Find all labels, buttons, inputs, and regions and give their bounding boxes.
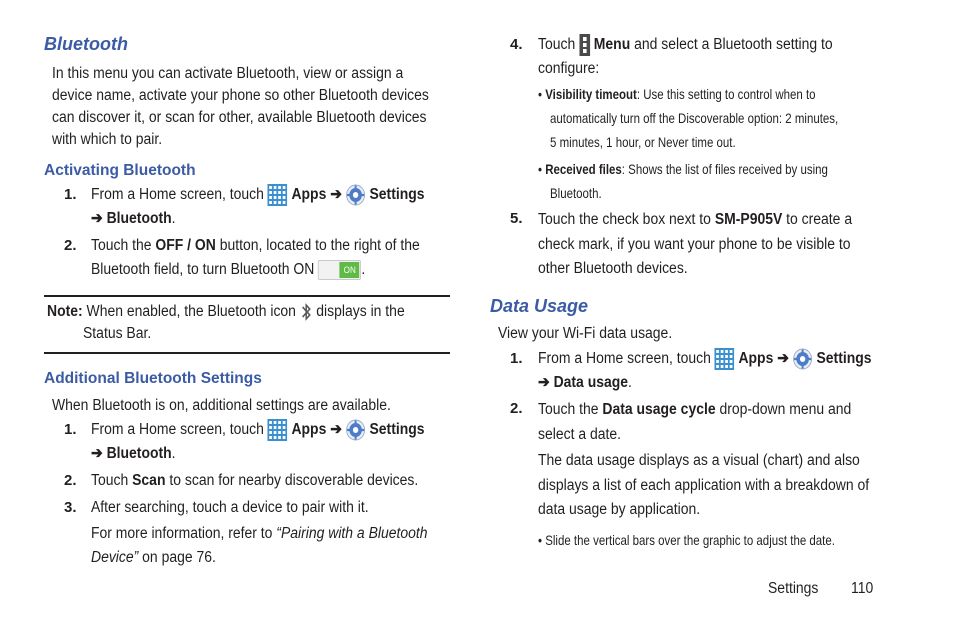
- step-5: [538, 208, 887, 282]
- bullet-text: 5 minutes, 1 hour, or Never time out.: [550, 134, 736, 150]
- intro-line: with which to pair.: [52, 131, 163, 148]
- step-4: [538, 34, 865, 80]
- bluetooth-intro: [52, 63, 471, 151]
- step-number: 5.: [510, 210, 523, 227]
- apps-label: Apps: [291, 421, 327, 439]
- step-text: Touch: [538, 36, 576, 54]
- note-top-rule: [44, 295, 450, 297]
- step-text: to create a: [786, 211, 853, 228]
- subheading-activating-bluetooth: Activating Bluetooth: [44, 162, 196, 179]
- step-number: 2.: [64, 237, 77, 254]
- bullet-title: Received files: [545, 161, 622, 177]
- more-info: [91, 523, 465, 569]
- settings-gear-icon: [793, 348, 813, 370]
- note-text: displays in the: [316, 303, 405, 320]
- step-number: 1.: [64, 186, 77, 203]
- additional-step-1: [91, 419, 462, 465]
- device-name: SM-P905V: [714, 211, 783, 228]
- step-text: After searching, touch a device to pair with it.: [91, 499, 369, 516]
- settings-label: Settings: [369, 186, 425, 204]
- step-text: other Bluetooth devices.: [538, 260, 688, 277]
- arrow: ➔: [777, 350, 789, 368]
- step-text: button, located to the right of the: [219, 237, 420, 254]
- settings-gear-icon: [346, 419, 366, 441]
- intro-line: In this menu you can activate Bluetooth, view or assign a: [52, 65, 404, 82]
- section-heading-bluetooth: Bluetooth: [44, 34, 128, 54]
- apps-icon: [715, 348, 735, 370]
- bullet-text: : Shows the list of files received by using: [621, 161, 828, 177]
- footer-section: Settings: [768, 580, 819, 597]
- step-text: Bluetooth field, to turn Bluetooth ON: [91, 261, 315, 278]
- page-number: 110: [851, 580, 874, 597]
- step-number: 1.: [510, 350, 523, 367]
- period: .: [628, 374, 632, 392]
- intro-line: device name, activate your phone so other Bluetooth devices: [52, 87, 429, 104]
- data-step-2: [538, 398, 886, 447]
- step-number: 2.: [510, 400, 523, 417]
- step-number: 2.: [64, 472, 77, 489]
- bullet-dot: •: [538, 161, 543, 177]
- data-step-1: [538, 348, 909, 394]
- bullet-text: : Use this setting to control when to: [636, 86, 816, 102]
- data-paragraph: [538, 449, 906, 523]
- apps-icon: [268, 419, 288, 441]
- note-bottom-rule: [44, 352, 450, 354]
- arrow: ➔: [330, 421, 342, 439]
- step-number: 4.: [510, 36, 523, 53]
- step-text: and select a Bluetooth setting to: [634, 36, 833, 54]
- note: [47, 301, 444, 345]
- step-text: drop-down menu and: [719, 401, 852, 418]
- more-info-text: For more information, refer to: [91, 525, 273, 542]
- additional-step-2: [91, 470, 455, 492]
- step-text: From a Home screen, touch: [538, 350, 711, 368]
- settings-label: Settings: [816, 350, 872, 368]
- step-text: configure:: [538, 60, 600, 78]
- bluetooth-target: Bluetooth: [106, 210, 172, 228]
- apps-icon: [268, 184, 288, 206]
- activating-step-2: [91, 235, 456, 281]
- paragraph-line: The data usage displays as a visual (chart) and also: [538, 452, 860, 469]
- menu-icon: [579, 34, 590, 56]
- bluetooth-target: Bluetooth: [106, 445, 172, 463]
- intro-line: can discover it, or scan for other, available Bluetooth devices: [52, 109, 427, 126]
- apps-label: Apps: [738, 350, 774, 368]
- scan-label: Scan: [132, 472, 166, 489]
- off-on-label: OFF / ON: [155, 237, 216, 254]
- apps-label: Apps: [291, 186, 327, 204]
- arrow: ➔: [330, 186, 342, 204]
- data-usage-cycle-label: Data usage cycle: [602, 401, 716, 418]
- bullet-received-files: [538, 157, 892, 205]
- period: .: [171, 210, 176, 228]
- subheading-additional-settings: Additional Bluetooth Settings: [44, 370, 262, 387]
- note-label: Note:: [47, 303, 83, 320]
- additional-intro: When Bluetooth is on, additional settings are available.: [52, 397, 391, 414]
- step-text: Touch the: [91, 237, 152, 254]
- paragraph-line: data usage by application.: [538, 501, 701, 518]
- more-info-text: on page 76.: [142, 549, 216, 566]
- step-text: check mark, if you want your phone to be visible to: [538, 235, 851, 253]
- period: .: [171, 445, 176, 463]
- step-text: Touch the check box next to: [538, 211, 711, 228]
- on-toggle-icon: [318, 260, 361, 280]
- step-text: From a Home screen, touch: [91, 421, 264, 439]
- period: .: [361, 261, 366, 278]
- cross-reference-link[interactable]: “Pairing with a Bluetooth: [276, 525, 428, 542]
- step-number: 3.: [64, 499, 77, 516]
- paragraph-line: displays a list of each application with a breakdown of: [538, 476, 870, 494]
- step-number: 1.: [64, 421, 77, 438]
- settings-gear-icon: [346, 184, 366, 206]
- arrow: ➔: [91, 445, 103, 463]
- bluetooth-icon: [300, 302, 313, 322]
- toggle-label: ON: [340, 262, 360, 278]
- bullet-text: automatically turn off the Discoverable option: 2 minutes,: [550, 110, 839, 126]
- bullet-visibility-timeout: [538, 82, 901, 154]
- bullet-text: Bluetooth.: [550, 185, 602, 201]
- step-text: Touch: [91, 472, 129, 489]
- data-usage-target: Data usage: [553, 374, 629, 392]
- step-text: From a Home screen, touch: [91, 186, 264, 204]
- arrow: ➔: [91, 210, 103, 228]
- bullet-dot: •: [538, 532, 543, 548]
- arrow: ➔: [538, 374, 550, 392]
- settings-label: Settings: [369, 421, 425, 439]
- bullet-slide-bars: [538, 528, 900, 552]
- bullet-text: Slide the vertical bars over the graphic to adjust the date.: [545, 532, 835, 548]
- note-text: When enabled, the Bluetooth icon: [86, 303, 296, 320]
- cross-reference-link[interactable]: Device”: [91, 549, 139, 566]
- section-heading-data-usage: Data Usage: [490, 296, 589, 316]
- data-intro: View your Wi-Fi data usage.: [498, 325, 673, 342]
- note-text: Status Bar.: [83, 325, 152, 342]
- activating-step-1: [91, 184, 462, 230]
- step-text: Touch the: [538, 401, 599, 418]
- bullet-dot: •: [538, 86, 543, 102]
- menu-label: Menu: [593, 36, 631, 54]
- step-text: to scan for nearby discoverable devices.: [169, 472, 419, 489]
- bullet-title: Visibility timeout: [545, 86, 637, 102]
- step-text: select a date.: [538, 425, 621, 443]
